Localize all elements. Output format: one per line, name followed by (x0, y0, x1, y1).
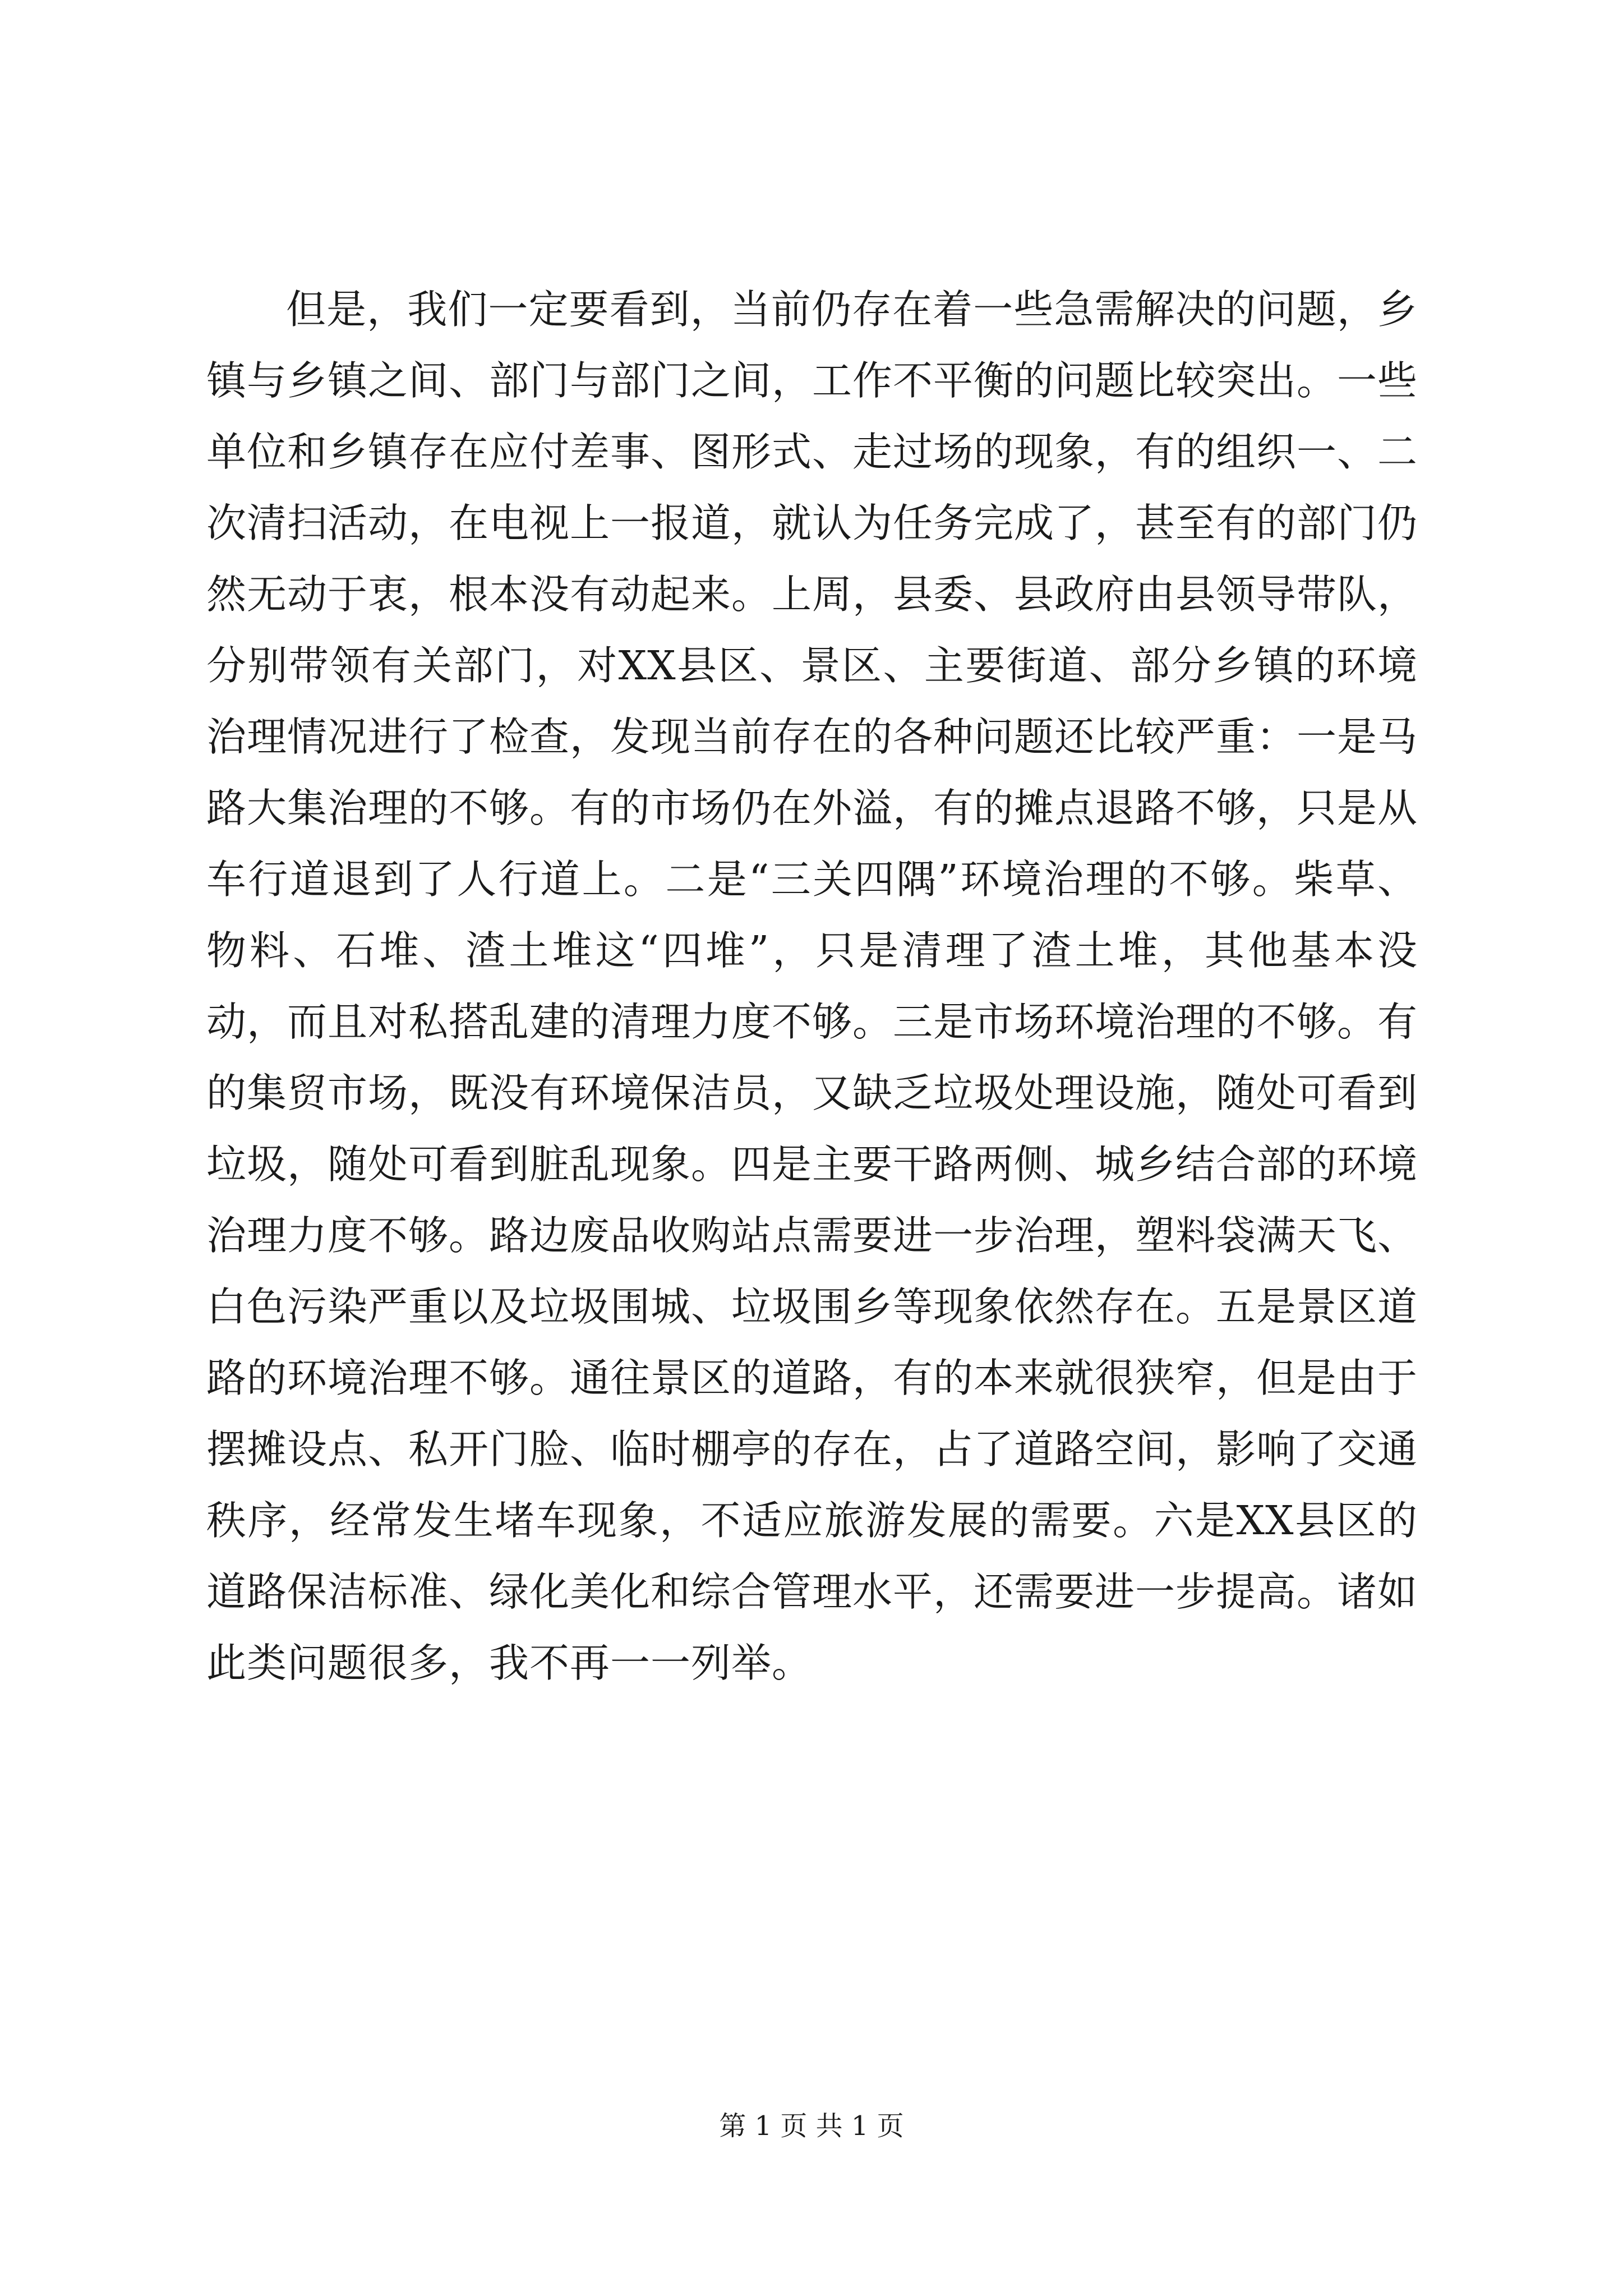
document-body (206, 274, 1418, 1699)
page-footer: 第 1 页 共 1 页 (719, 2110, 904, 2142)
body-paragraph: 但是，我们一定要看到，当前仍存在着一些急需解决的问题，乡镇与乡镇之间、部门与部门之间，工作不平衡的问题比较突出。一些单位和乡镇存在应付差事、图形式、走过场的现象，有的组织一、二次清扫活动，在电视上一报道，就认为任务完成了，甚至有的部门仍然无动于衷，根本没有动起来。上周，县委、县政府由县领导带队，分别带领有关部门，对XX县区、景区、主要街道、部分乡镇的环境治理情况进行了检查，发现当前存在的各种问题还比较严重：一是马路大集治理的不够。有的市场仍在外溢，有的摊点退路不够，只是从车行道退到了人行道上。二是“三关四隅”环境治理的不够。柴草、物料、石堆、渣土堆这“四堆”，只是清理了渣土堆，其他基本没动，而且对私搭乱建的清理力度不够。三是市场环境治理的不够。有的集贸市场，既没有环境保洁员，又缺乏垃圾处理设施，随处可看到垃圾，随处可看到脏乱现象。四是主要干路两侧、城乡结合部的环境治理力度不够。路边废品收购站点需要进一步治理，塑料袋满天飞、白色污染严重以及垃圾围城、垃圾围乡等现象依然存在。五是景区道路的环境治理不够。通往景区的道路，有的本来就很狭窄，但是由于摆摊设点、私开门脸、临时棚亭的存在，占了道路空间，影响了交通秩序，经常发生堵车现象，不适应旅游发展的需要。六是XX县区的道路保洁标准、绿化美化和综合管理水平，还需要进一步提高。诸如此类问题很多，我不再一一列举。 (206, 286, 1418, 1686)
